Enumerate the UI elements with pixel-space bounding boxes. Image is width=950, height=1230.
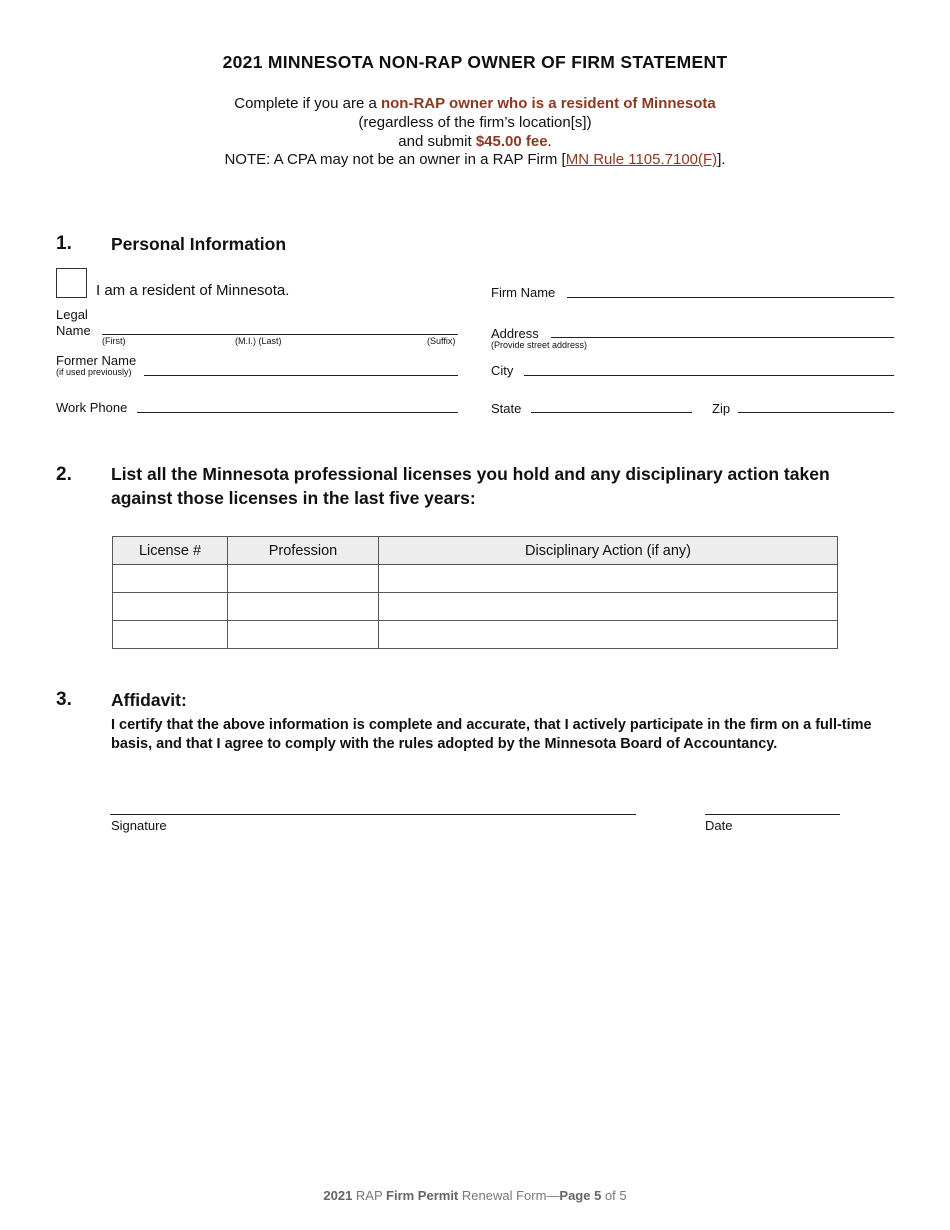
section-1-number: 1. [56, 233, 72, 254]
section-2-title-line-1: List all the Minnesota professional licenses you hold and any disciplinary action taken [111, 464, 830, 484]
footer-year: 2021 [323, 1188, 353, 1203]
address-hint: (Provide street address) [491, 340, 588, 350]
legal-name-first-hint: (First) [102, 336, 126, 346]
legal-name-mi-last-hint: (M.I.) (Last) [235, 336, 282, 346]
footer-firm-permit: Firm Permit [386, 1188, 459, 1203]
signature-field[interactable] [110, 814, 636, 815]
intro-line-2: (regardless of the firm’s location[s]) [358, 114, 592, 131]
city-field[interactable] [524, 375, 894, 376]
disciplinary-action-cell[interactable] [379, 565, 838, 593]
intro-prefix: Complete if you are a [234, 95, 381, 112]
legal-name-label-1: Legal [56, 307, 88, 322]
page-title: 2021 MINNESOTA NON-RAP OWNER OF FIRM STATEMENT [222, 52, 728, 72]
page-footer [0, 1188, 950, 1203]
table-row [113, 565, 838, 593]
date-label: Date [705, 818, 733, 833]
resident-checkbox-label: I am a resident of Minnesota. [96, 282, 290, 299]
column-header-disciplinary-action: Disciplinary Action (if any) [379, 537, 838, 565]
intro-highlight: non-RAP owner who is a resident of Minnesota [380, 95, 716, 112]
signature-label: Signature [111, 818, 167, 833]
fee-amount: $45.00 fee [475, 133, 548, 150]
column-header-license: License # [113, 537, 228, 565]
licenses-table [112, 536, 838, 649]
zip-label: Zip [712, 401, 731, 416]
license-number-cell[interactable] [113, 593, 228, 621]
disciplinary-action-cell[interactable] [379, 593, 838, 621]
footer-page: Page 5 [559, 1188, 602, 1203]
table-row [113, 621, 838, 649]
disciplinary-action-cell[interactable] [379, 621, 838, 649]
license-number-cell[interactable] [113, 565, 228, 593]
section-2-title-line-2: against those licenses in the last five years: [111, 488, 476, 508]
column-header-profession: Profession [228, 537, 379, 565]
firm-name-label: Firm Name [491, 285, 556, 300]
intro-line-1 [0, 95, 950, 114]
intro-submit-prefix: and submit [398, 133, 476, 150]
work-phone-field[interactable] [137, 412, 458, 413]
intro-line-3 [0, 133, 950, 152]
section-3-number: 3. [56, 689, 72, 710]
section-3-title: Affidavit: [111, 690, 187, 710]
former-name-hint: (if used previously) [56, 367, 132, 377]
affidavit-text: I certify that the above information is complete and accurate, that I actively participate in the firm on a full-time basis, and that I agree to comply with the rules adopted by the Minnesota Board of Accountancy. [111, 717, 872, 752]
former-name-field[interactable] [144, 375, 458, 376]
address-field[interactable] [551, 337, 894, 338]
section-1-title: Personal Information [111, 234, 287, 254]
zip-field[interactable] [738, 412, 894, 413]
address-label: Address [491, 326, 539, 341]
mn-rule-link[interactable]: MN Rule 1105.7100(F) [565, 151, 718, 168]
legal-name-label-2: Name [56, 323, 91, 338]
intro-note [0, 151, 950, 170]
footer-total: of 5 [601, 1188, 627, 1203]
table-header-row [113, 537, 838, 565]
footer-renewal: Renewal Form— [458, 1188, 560, 1203]
resident-checkbox[interactable] [56, 268, 87, 298]
city-label: City [491, 363, 514, 378]
legal-name-suffix-hint: (Suffix) [427, 336, 456, 346]
footer-rap: RAP [352, 1188, 387, 1203]
work-phone-label: Work Phone [56, 400, 128, 415]
intro-submit-suffix: . [547, 133, 552, 150]
profession-cell[interactable] [228, 621, 379, 649]
table-row [113, 593, 838, 621]
legal-name-field[interactable] [102, 334, 458, 335]
profession-cell[interactable] [228, 593, 379, 621]
section-2-number: 2. [56, 464, 72, 485]
state-field[interactable] [531, 412, 692, 413]
date-field[interactable] [705, 814, 840, 815]
former-name-label: Former Name [56, 353, 137, 368]
license-number-cell[interactable] [113, 621, 228, 649]
state-label: State [491, 401, 522, 416]
note-suffix: ]. [717, 151, 726, 168]
firm-name-field[interactable] [567, 297, 894, 298]
note-prefix: NOTE: A CPA may not be an owner in a RAP Firm [ [224, 151, 566, 168]
profession-cell[interactable] [228, 565, 379, 593]
